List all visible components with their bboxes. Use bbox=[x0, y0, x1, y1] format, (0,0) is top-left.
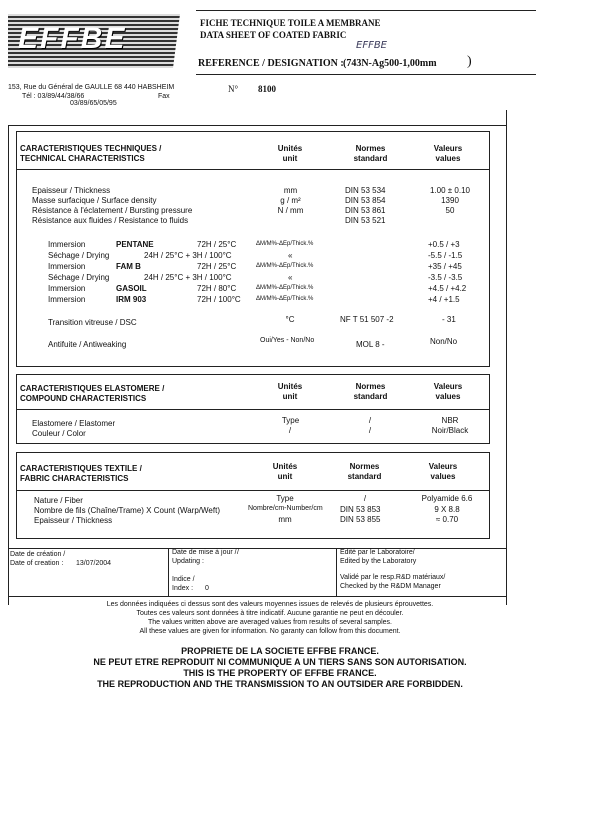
row-label: Nature / Fiber bbox=[34, 496, 83, 505]
immersion-value: +4 / +1.5 bbox=[428, 295, 460, 304]
creation-date: 13/07/2004 bbox=[76, 560, 112, 567]
compound-val-en: values bbox=[435, 392, 461, 401]
immersion-value: +0.5 / +3 bbox=[428, 240, 460, 249]
edited-label-fr: Edité par le Laboratoire/ bbox=[340, 549, 415, 556]
row-unit: Nombre/cm-Number/cm bbox=[248, 505, 323, 512]
disclaimer-line: Toutes ces valeurs sont données à titre indicatif. Aucune garantie ne peut en découler. bbox=[136, 610, 404, 617]
row-norm: DIN 53 854 bbox=[345, 196, 386, 205]
transition-unit: °C bbox=[285, 315, 295, 324]
immersion-fluid: GASOIL bbox=[116, 284, 147, 293]
logo-text: EFFBE bbox=[18, 22, 127, 55]
compound-norm-en: standard bbox=[353, 392, 388, 401]
fax-label: Fax bbox=[158, 93, 170, 100]
fabric-unit-fr: Unités bbox=[272, 462, 298, 471]
disclaimer-line: All these values are given for information. No garanty can follow from this document. bbox=[139, 628, 401, 635]
handwritten-note: EFFBE bbox=[356, 40, 388, 51]
title-fr: FICHE TECHNIQUE TOILE A MEMBRANE bbox=[200, 18, 381, 28]
compound-norm-fr: Normes bbox=[355, 382, 386, 391]
property-line: NE PEUT ETRE REPRODUIT NI COMMUNIQUE A UN TIERS SANS SON AUTORISATION. bbox=[93, 657, 467, 667]
immersion-value: +35 / +45 bbox=[428, 262, 462, 271]
fabric-val-en: values bbox=[430, 472, 456, 481]
immersion-condition: 72H / 100°C bbox=[197, 295, 241, 304]
row-label: Nombre de fils (Chaîne/Trame) X Count (Warp/Weft) bbox=[34, 506, 220, 515]
antifuite-value: Non/No bbox=[430, 337, 458, 346]
immersion-label: Immersion bbox=[48, 240, 86, 249]
immersion-condition: 24H / 25°C + 3H / 100°C bbox=[144, 273, 232, 282]
row-norm: DIN 53 521 bbox=[345, 216, 386, 225]
index-label-en: Index : bbox=[172, 585, 194, 592]
row-norm: / bbox=[368, 426, 372, 435]
immersion-label: Immersion bbox=[48, 295, 86, 304]
tech-val-fr: Valeurs bbox=[433, 144, 463, 153]
fabric-unit-en: unit bbox=[277, 472, 293, 481]
validated-label-en: Checked by the R&DM Manager bbox=[340, 583, 441, 590]
tech-unit-fr: Unités bbox=[277, 144, 303, 153]
immersion-condition: 72H / 25°C bbox=[197, 240, 237, 249]
company-fax: 03/89/65/05/95 bbox=[70, 100, 117, 107]
compound-title-en: COMPOUND CHARACTERISTICS bbox=[20, 394, 147, 403]
row-norm: DIN 53 853 bbox=[340, 505, 381, 514]
row-value: 1390 bbox=[441, 196, 459, 205]
index-value: 0 bbox=[205, 585, 209, 592]
fabric-val-fr: Valeurs bbox=[428, 462, 458, 471]
tech-val-en: values bbox=[435, 154, 461, 163]
row-label: Couleur / Color bbox=[32, 429, 86, 438]
effbe-logo bbox=[8, 12, 183, 70]
row-norm: DIN 53 534 bbox=[345, 186, 386, 195]
row-unit: g / m² bbox=[280, 196, 301, 205]
row-value: 50 bbox=[445, 206, 455, 215]
update-label-en: Updating : bbox=[172, 558, 204, 565]
validated-label-fr: Validé par le resp.R&D matériaux/ bbox=[340, 574, 446, 581]
row-label: Résistance aux fluides / Resistance to fluids bbox=[32, 216, 189, 225]
antifuite-norm: MOL 8 - bbox=[356, 340, 385, 349]
company-tel: Tél : 03/89/44/38/66 bbox=[22, 93, 85, 100]
property-line: PROPRIETE DE LA SOCIETE EFFBE FRANCE. bbox=[181, 646, 379, 656]
tech-title-fr: CARACTERISTIQUES TECHNIQUES / bbox=[20, 144, 162, 153]
row-norm: DIN 53 861 bbox=[345, 206, 386, 215]
transition-value: - 31 bbox=[442, 315, 456, 324]
immersion-label: Immersion bbox=[48, 262, 86, 271]
tech-unit-en: unit bbox=[282, 154, 298, 163]
creation-label-fr: Date de création / bbox=[10, 551, 66, 558]
immersion-unit: ΔM/M%-ΔEp/Thick.% bbox=[256, 296, 314, 302]
immersion-unit: ΔM/M%-ΔEp/Thick.% bbox=[256, 285, 314, 291]
immersion-label: Immersion bbox=[48, 284, 86, 293]
creation-label-en: Date of creation : bbox=[10, 560, 64, 567]
fabric-norm-fr: Normes bbox=[349, 462, 380, 471]
tech-norm-fr: Normes bbox=[355, 144, 386, 153]
row-value: Noir/Black bbox=[431, 426, 469, 435]
update-value: / bbox=[237, 549, 239, 556]
reference-close-paren: ) bbox=[467, 54, 472, 69]
row-value: 9 X 8.8 bbox=[434, 505, 460, 514]
tech-title-en: TECHNICAL CHARACTERISTICS bbox=[20, 154, 145, 163]
tech-norm-en: standard bbox=[353, 154, 388, 163]
row-norm: DIN 53 855 bbox=[340, 515, 381, 524]
immersion-fluid: FAM B bbox=[116, 262, 141, 271]
immersion-unit: « bbox=[288, 251, 293, 260]
row-label: Epaisseur / Thickness bbox=[32, 186, 111, 195]
row-unit: mm bbox=[283, 186, 298, 195]
row-norm: / bbox=[363, 494, 367, 503]
company-address: 153, Rue du Général de GAULLE 68 440 HABSHEIM bbox=[8, 84, 175, 91]
fabric-title-en: FABRIC CHARACTERISTICS bbox=[20, 474, 129, 483]
immersion-condition: 72H / 25°C bbox=[197, 262, 237, 271]
property-line: THIS IS THE PROPERTY OF EFFBE FRANCE. bbox=[183, 668, 377, 678]
technical-section bbox=[16, 131, 490, 367]
row-value: Polyamide 6.6 bbox=[421, 494, 473, 503]
row-label: Elastomere / Elastomer bbox=[32, 419, 116, 428]
antifuite-unit: Oui/Yes - Non/No bbox=[260, 337, 315, 344]
index-label-fr: Indice / bbox=[172, 576, 195, 583]
immersion-label: Séchage / Drying bbox=[48, 273, 110, 282]
row-norm: / bbox=[368, 416, 372, 425]
row-value: 1.00 ± 0.10 bbox=[430, 186, 470, 195]
property-line: THE REPRODUCTION AND THE TRANSMISSION TO AN OUTSIDER ARE FORBIDDEN. bbox=[97, 679, 463, 689]
row-value: NBR bbox=[441, 416, 459, 425]
reference-value: (743N-Ag500-1,00mm bbox=[343, 58, 437, 69]
row-unit: Type bbox=[276, 494, 294, 503]
compound-val-fr: Valeurs bbox=[433, 382, 463, 391]
row-unit: Type bbox=[281, 416, 300, 425]
disclaimer-line: The values written above are averaged values from results of several samples. bbox=[148, 619, 392, 626]
immersion-value: -3.5 / -3.5 bbox=[428, 273, 463, 282]
number-value: 8100 bbox=[258, 84, 276, 94]
row-value: ≈ 0.70 bbox=[435, 515, 459, 524]
compound-title-fr: CARACTERISTIQUES ELASTOMERE / bbox=[20, 384, 165, 393]
immersion-condition: 72H / 80°C bbox=[197, 284, 237, 293]
immersion-condition: 24H / 25°C + 3H / 100°C bbox=[144, 251, 232, 260]
immersion-value: +4.5 / +4.2 bbox=[428, 284, 467, 293]
row-unit: mm bbox=[278, 515, 292, 524]
fabric-norm-en: standard bbox=[347, 472, 382, 481]
row-unit: / bbox=[288, 426, 292, 435]
reference-label: REFERENCE / DESIGNATION : bbox=[198, 58, 344, 69]
row-label: Masse surfacique / Surface density bbox=[32, 196, 157, 205]
immersion-unit: « bbox=[288, 273, 293, 282]
immersion-value: -5.5 / -1.5 bbox=[428, 251, 463, 260]
transition-label: Transition vitreuse / DSC bbox=[48, 318, 137, 327]
compound-unit-fr: Unités bbox=[277, 382, 303, 391]
title-en: DATA SHEET OF COATED FABRIC bbox=[200, 30, 347, 40]
antifuite-label: Antifuite / Antiweaking bbox=[48, 340, 127, 349]
row-unit: N / mm bbox=[277, 206, 304, 215]
immersion-unit: ΔM/M%-ΔEp/Thick.% bbox=[256, 263, 314, 269]
update-label-fr: Date de mise à jour / bbox=[172, 549, 237, 556]
number-label: N° bbox=[228, 84, 239, 94]
transition-norm: NF T 51 507 -2 bbox=[340, 315, 394, 324]
immersion-unit: ΔM/M%-ΔEp/Thick.% bbox=[256, 241, 314, 247]
fabric-title-fr: CARACTERISTIQUES TEXTILE / bbox=[20, 464, 142, 473]
row-label: Résistance à l'éclatement / Bursting pressure bbox=[32, 206, 193, 215]
compound-unit-en: unit bbox=[282, 392, 298, 401]
edited-label-en: Edited by the Laboratory bbox=[340, 558, 417, 565]
row-label: Epaisseur / Thickness bbox=[34, 516, 113, 525]
disclaimer-line: Les données indiquées ci dessus sont des valeurs moyennes issues de relevés de plusieurs éprouvettes. bbox=[106, 601, 434, 608]
immersion-label: Séchage / Drying bbox=[48, 251, 110, 260]
immersion-fluid: IRM 903 bbox=[116, 295, 147, 304]
immersion-fluid: PENTANE bbox=[116, 240, 154, 249]
